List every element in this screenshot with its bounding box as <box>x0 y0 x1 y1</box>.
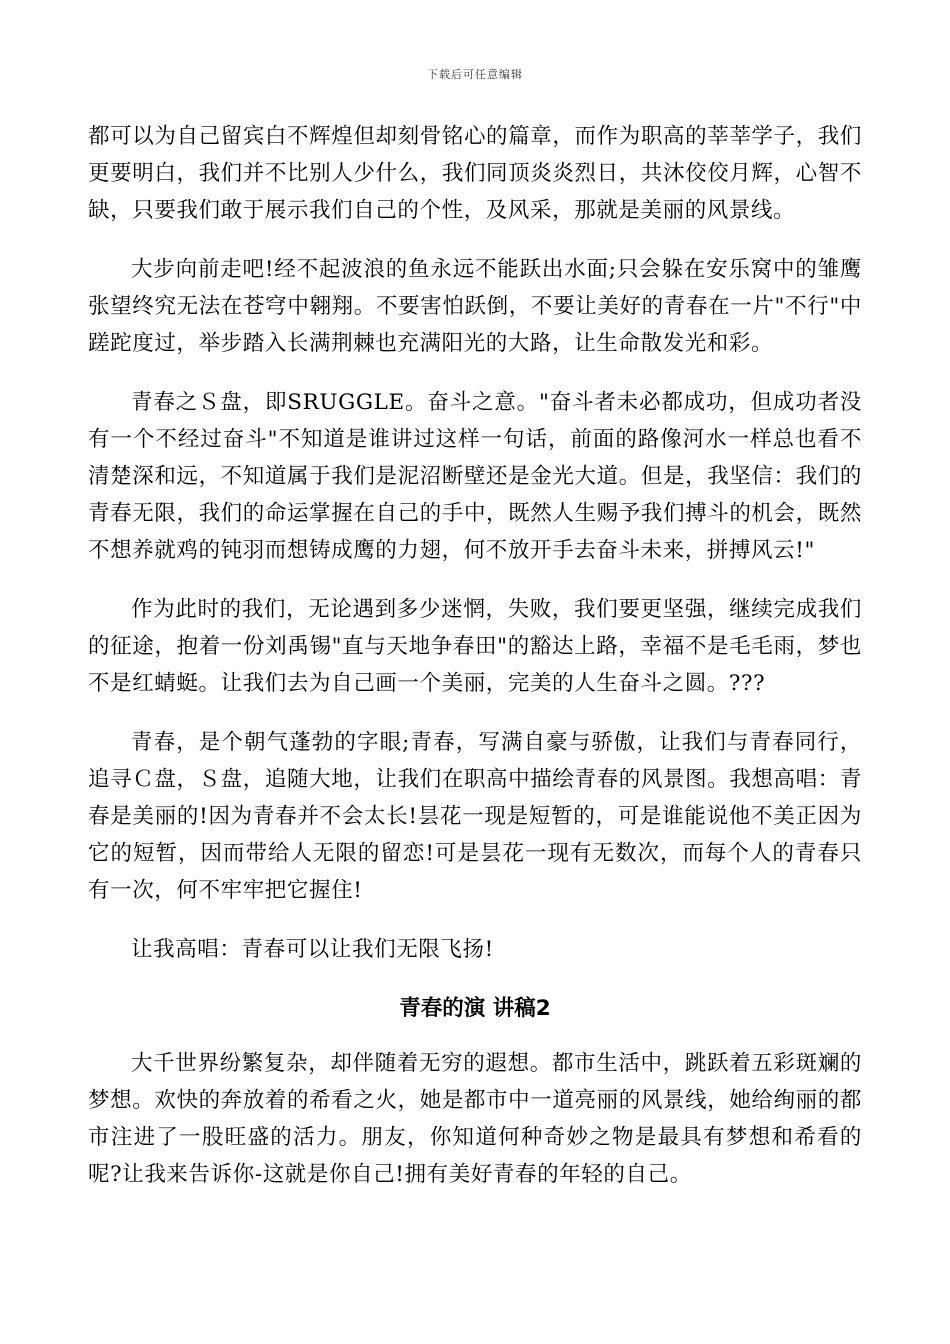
document-body <box>88 118 862 1215</box>
paragraph: 大步向前走吧!经不起波浪的鱼永远不能跃出水面;只会躲在安乐窝中的雏鹰张望终究无法在苍穹中翱翔。不要害怕跃倒，不要让美好的青春在一片"不行"中蹉跎度过，举步踏入长满荆棘也充满阳光的大路，让生命散发光和彩。 <box>88 257 862 356</box>
paragraph: 大千世界纷繁复杂，却伴随着无穷的遐想。都市生活中，跳跃着五彩斑斓的梦想。欢快的奔放着的希看之火，她是都市中一道亮丽的风景线，她给绚丽的都市注进了一股旺盛的活力。朋友，你知道何种奇妙之物是最具有梦想和希看的呢?让我来告诉你-这就是你自己!拥有美好青春的年轻的自己。 <box>88 1051 862 1187</box>
section-title: 青春的演 讲稿2 <box>399 996 551 1021</box>
paragraph: 作为此时的我们，无论遇到多少迷惘，失败，我们要更坚强，继续完成我们的征途，抱着一份刘禹锡"直与天地争春田"的豁达上路，幸福不是毛毛雨，梦也不是红蜻蜓。让我们去为自己画一个美丽，完美的人生奋斗之圆。??? <box>88 597 862 696</box>
page-header: 下载后可任意编辑 <box>427 68 523 81</box>
paragraph: 让我高唱：青春可以让我们无限飞扬! <box>131 937 494 962</box>
paragraph: 青春，是个朝气蓬勃的字眼;青春，写满自豪与骄傲，让我们与青春同行，追寻Ｃ盘，Ｓ盘，追随大地，让我们在职高中描绘青春的风景图。我想高唱：青春是美丽的!因为青春并不会太长!昙花一现是短暂的，可是谁能说他不美正因为它的短暂，因而带给人无限的留恋!可是昙花一现有无数次，而每个人的青春只有一次，何不牢牢把它握住! <box>88 730 862 903</box>
paragraph: 青春之Ｓ盘，即SRUGGLE。奋斗之意。"奋斗者未必都成功，但成功者没有一个不经过奋斗"不知道是谁讲过这样一句话，前面的路像河水一样总也看不清楚深和远，不知道属于我们是泥沼断壁还是金光大道。但是，我坚信：我们的青春无限，我们的命运掌握在自己的手中，既然人生赐予我们搏斗的机会，既然不想养就鸡的钝羽而想铸成鹰的力翅，何不放开手去奋斗未来，拼搏风云!" <box>88 390 862 563</box>
paragraph-continuation: 都可以为自己留宾白不辉煌但却刻骨铭心的篇章，而作为职高的莘莘学子，我们更要明白，我们并不比别人少什么，我们同顶炎炎烈日，共沐佼佼月辉，心智不缺，只要我们敢于展示我们自己的个性，及风采，那就是美丽的风景线。 <box>88 124 862 223</box>
